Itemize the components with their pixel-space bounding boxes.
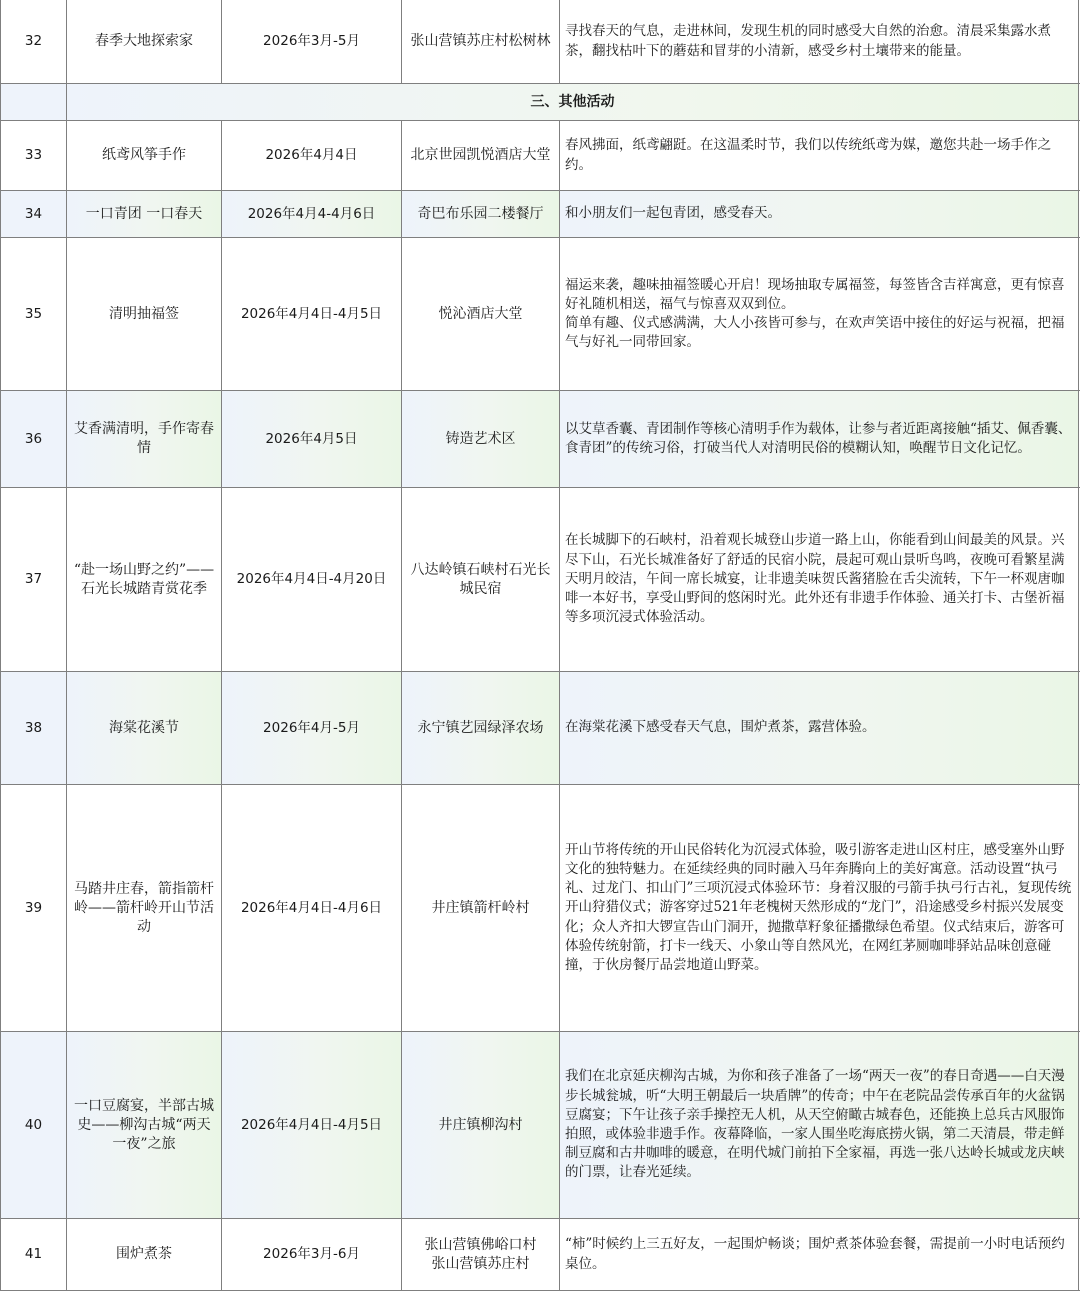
activity-description: 福运来袭，趣味抽福签暖心开启！现场抽取专属福签，每签皆含吉祥寓意，更有惊喜好礼随机相送，福气与惊喜双双到位。 简单有趣、仪式感满满，大人小孩皆可参与，在欢声笑语中接住的好运与祝福，把福气与好礼一同带回家。: [560, 238, 1079, 390]
activity-description: 我们在北京延庆柳沟古城，为你和孩子准备了一场“两天一夜”的春日奇遇——白天漫步长城瓮城，听“大明王朝最后一块盾牌”的传奇；中午在老院品尝传承百年的火盆锅豆腐宴；下午让孩子亲手操控无人机，从天空俯瞰古城春色，还能换上总兵古风服饰拍照，或体验非遗手作。夜幕降临，一家人围坐吃海底捞火锅，第二天清晨，带走鲜制豆腐和古井咖啡的暖意，在明代城门前拍下全家福，再选一张八达岭长城或龙庆峡的门票，让春光延续。: [560, 1032, 1079, 1218]
row-number: 32: [0, 0, 67, 83]
activity-name: 海棠花溪节: [67, 672, 222, 784]
table-row: [0, 785, 1080, 1032]
activity-name: 一口青团 一口春天: [67, 191, 222, 237]
row-number: 37: [0, 488, 67, 671]
activity-location: 奇巴布乐园二楼餐厅: [402, 191, 560, 237]
activity-date: 2026年4月5日: [222, 391, 402, 487]
activity-name: 艾香满清明，手作寄春情: [67, 391, 222, 487]
activity-name: 纸鸢风筝手作: [67, 121, 222, 190]
activity-description: 寻找春天的气息，走进林间，发现生机的同时感受大自然的治愈。清晨采集露水煮茶，翻找枯叶下的蘑菇和冒芽的小清新，感受乡村土壤带来的能量。: [560, 0, 1079, 83]
table-row: [0, 0, 1080, 84]
table-row: [0, 121, 1080, 191]
row-number: 39: [0, 785, 67, 1031]
activity-date: 2026年4月4日-4月20日: [222, 488, 402, 671]
table-row: [0, 1032, 1080, 1219]
row-number: 41: [0, 1219, 67, 1290]
activity-date: 2026年4月4-4月6日: [222, 191, 402, 237]
activity-name: 马踏井庄春，箭指箭杆岭——箭杆岭开山节活动: [67, 785, 222, 1031]
row-number: 35: [0, 238, 67, 390]
activity-description: 在海棠花溪下感受春天气息，围炉煮茶，露营体验。: [560, 672, 1079, 784]
activity-location: 悦沁酒店大堂: [402, 238, 560, 390]
activity-date: 2026年3月-5月: [222, 0, 402, 83]
activity-date: 2026年4月4日-4月6日: [222, 785, 402, 1031]
activity-location: 北京世园凯悦酒店大堂: [402, 121, 560, 190]
table-row: [0, 391, 1080, 488]
activity-description: 春风拂面，纸鸢翩跹。在这温柔时节，我们以传统纸鸢为媒，邀您共赴一场手作之约。: [560, 121, 1079, 190]
row-number: 36: [0, 391, 67, 487]
activity-location: 张山营镇苏庄村松树林: [402, 0, 560, 83]
row-number: 34: [0, 191, 67, 237]
activity-location: 井庄镇柳沟村: [402, 1032, 560, 1218]
activity-description: 以艾草香囊、青团制作等核心清明手作为载体，让参与者近距离接触“插艾、佩香囊、食青团”的传统习俗，打破当代人对清明民俗的模糊认知，唤醒节日文化记忆。: [560, 391, 1079, 487]
table-row: [0, 238, 1080, 391]
table-row: [0, 488, 1080, 672]
section-number-cell: [0, 84, 67, 120]
activity-description: 开山节将传统的开山民俗转化为沉浸式体验，吸引游客走进山区村庄，感受塞外山野文化的独特魅力。在延续经典的同时融入马年奔腾向上的美好寓意。活动设置“执弓礼、过龙门、扣山门”三项沉浸式体验环节：身着汉服的弓箭手执弓行古礼，复现传统开山狩猎仪式；游客穿过521年老槐树天然形成的“龙门”，沿途感受乡村振兴发展变化；众人齐扣大锣宣告山门洞开，抛撒草籽象征播撒绿色希望。仪式结束后，游客可体验传统射箭，打卡一线天、小象山等自然风光，在网红茅厕咖啡驿站品味创意碰撞，于伙房餐厅品尝地道山野菜。: [560, 785, 1079, 1031]
activity-date: 2026年4月4日-4月5日: [222, 1032, 402, 1218]
table-row: [0, 672, 1080, 785]
activity-name: 春季大地探索家: [67, 0, 222, 83]
activity-date: 2026年4月4日-4月5日: [222, 238, 402, 390]
activity-location: 铸造艺术区: [402, 391, 560, 487]
activity-location: 井庄镇箭杆岭村: [402, 785, 560, 1031]
activity-location: 永宁镇艺园绿泽农场: [402, 672, 560, 784]
activity-name: 围炉煮茶: [67, 1219, 222, 1290]
section-header-row: [0, 84, 1080, 121]
row-number: 40: [0, 1032, 67, 1218]
table-row: [0, 191, 1080, 238]
activity-description: 在长城脚下的石峡村，沿着观长城登山步道一路上山，你能看到山间最美的风景。兴尽下山，石光长城准备好了舒适的民宿小院，晨起可观山景听鸟鸣，夜晚可看繁星满天明月皎洁，午间一席长城宴，让非遗美味贺氏酱猪脸在舌尖流转，下午一杯观唐咖啡一本好书，享受山野间的悠闲时光。此外还有非遗手作体验、通关打卡、古堡祈福等多项沉浸式体验活动。: [560, 488, 1079, 671]
activity-location: 张山营镇佛峪口村 张山营镇苏庄村: [402, 1219, 560, 1290]
activity-date: 2026年4月-5月: [222, 672, 402, 784]
row-number: 38: [0, 672, 67, 784]
activity-date: 2026年3月-6月: [222, 1219, 402, 1290]
activity-description: 和小朋友们一起包青团，感受春天。: [560, 191, 1079, 237]
activity-location: 八达岭镇石峡村石光长城民宿: [402, 488, 560, 671]
activity-name: “赴一场山野之约”——石光长城踏青赏花季: [67, 488, 222, 671]
row-number: 33: [0, 121, 67, 190]
activity-description: “柿”时候约上三五好友，一起围炉畅谈；围炉煮茶体验套餐，需提前一小时电话预约桌位。: [560, 1219, 1079, 1290]
section-title: 三、其他活动: [67, 84, 1079, 120]
activity-date: 2026年4月4日: [222, 121, 402, 190]
activity-name: 清明抽福签: [67, 238, 222, 390]
table-row: [0, 1219, 1080, 1291]
activity-name: 一口豆腐宴，半部古城史——柳沟古城“两天一夜”之旅: [67, 1032, 222, 1218]
